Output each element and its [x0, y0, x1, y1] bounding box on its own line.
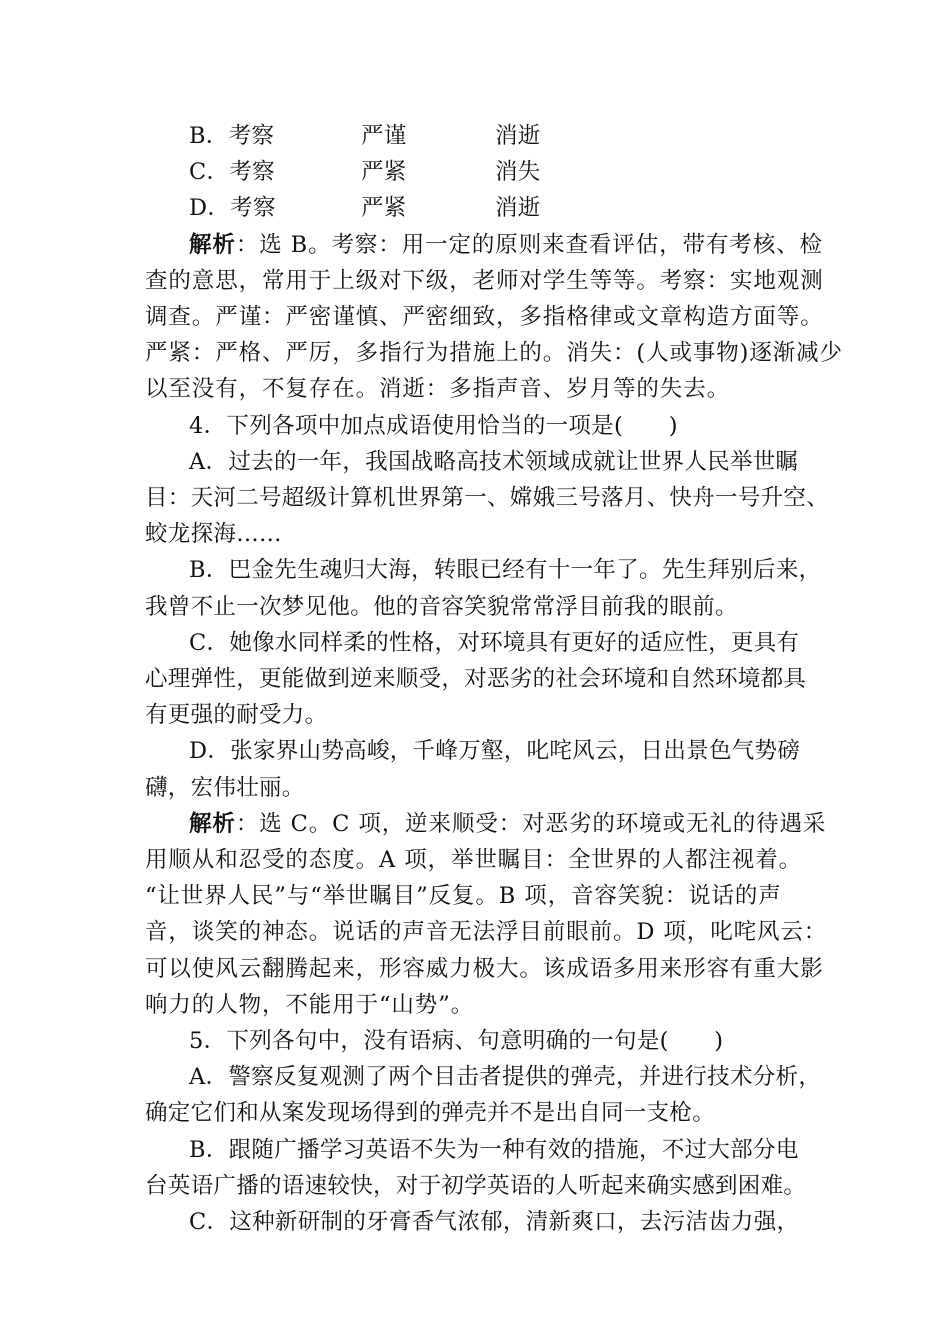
analysis-line: 音，谈笑的神态。说话的声音无法浮目前眼前。D 项，叱咤风云： — [145, 919, 828, 946]
option-row — [145, 190, 825, 226]
option-c-line: 有更强的耐受力。 — [145, 702, 328, 729]
analysis-line: 用顺从和忍受的态度。A 项，举世瞩目：全世界的人都注视着。 — [145, 847, 803, 874]
analysis-label: 解析 — [189, 231, 236, 258]
analysis-line: “让世界人民”与“举世瞩目”反复。B 项，音容笑貌：说话的声 — [145, 883, 782, 910]
question-stem: 5．下列各句中，没有语病、句意明确的一句是( ) — [189, 1028, 724, 1055]
option-c-line: 心理弹性，更能做到逆来顺受，对恶劣的社会环境和自然环境都具 — [145, 666, 807, 693]
analysis-line: 严紧：严格、严厉，多指行为措施上的。消失：(人或事物)逐渐减少 — [145, 340, 843, 367]
option-b-line: 台英语广播的语速较快，对于初学英语的人听起来确实感到困难。 — [145, 1172, 807, 1199]
analysis-line: 调查。严谨：严密谨慎、严密细致，多指格律或文章构造方面等。 — [145, 304, 824, 331]
option-b-line: B．巴金先生魂归大海，转眼已经有十一年了。先生拜别后来， — [189, 557, 822, 584]
option-row — [145, 154, 825, 190]
option-c-line: C．她像水同样柔的性格，对环境具有更好的适应性，更具有 — [189, 629, 800, 656]
option-word-1: D．考察 — [189, 195, 276, 222]
option-d-line: 礴，宏伟壮丽。 — [145, 774, 305, 801]
analysis-label: 解析 — [189, 810, 236, 837]
option-a-line: A．过去的一年，我国战略高技术领域成就让世界人民举世瞩 — [189, 448, 799, 475]
option-word-3: 消逝 — [495, 195, 541, 222]
analysis-line: 解析：选 B。考察：用一定的原则来查看评估，带有考核、检 — [189, 231, 823, 258]
option-word-2: 严紧 — [361, 195, 407, 222]
document-body — [145, 118, 843, 1240]
option-b-line: B．跟随广播学习英语不失为一种有效的措施，不过大部分电 — [189, 1136, 799, 1163]
option-word-3: 消逝 — [495, 123, 541, 149]
analysis-line: 可以使风云翻腾起来，形容威力极大。该成语多用来形容有重大影 — [145, 955, 824, 982]
analysis-line: 查的意思，常用于上级对下级，老师对学生等等。考察：实地观测 — [145, 267, 824, 294]
option-word-2: 严谨 — [361, 123, 407, 149]
option-c-line: C．这种新研制的牙膏香气浓郁，清新爽口，去污洁齿力强， — [189, 1209, 800, 1236]
option-a-line: 目：天河二号超级计算机世界第一、嫦娥三号落月、快舟一号升空、 — [145, 485, 830, 512]
option-a-line: A．警察反复观测了两个目击者提供的弹壳，并进行技术分析， — [189, 1064, 822, 1091]
option-word-2: 严紧 — [361, 159, 407, 186]
analysis-line: 响力的人物，不能用于“山势”。 — [145, 991, 475, 1018]
analysis-line: 以至没有，不复存在。消逝：多指声音、岁月等的失去。 — [145, 376, 731, 403]
option-word-1: B．考察 — [189, 123, 275, 149]
option-a-line: 蛟龙探海…… — [145, 521, 282, 548]
question-stem: 4．下列各项中加点成语使用恰当的一项是( ) — [189, 412, 678, 439]
option-a-line: 确定它们和从案发现场得到的弹壳并不是出自同一支枪。 — [145, 1100, 716, 1127]
option-d-line: D．张家界山势高峻，千峰万壑，叱咤风云，日出景色气势磅 — [189, 738, 801, 765]
option-word-1: C．考察 — [189, 159, 275, 186]
option-b-line: 我曾不止一次梦见他。他的音容笑貌常常浮目前我的眼前。 — [145, 593, 738, 620]
analysis-line: 解析：选 C。C 项，逆来顺受：对恶劣的环境或无礼的待遇采 — [189, 810, 827, 837]
option-word-3: 消失 — [495, 159, 541, 186]
option-row — [145, 118, 825, 154]
